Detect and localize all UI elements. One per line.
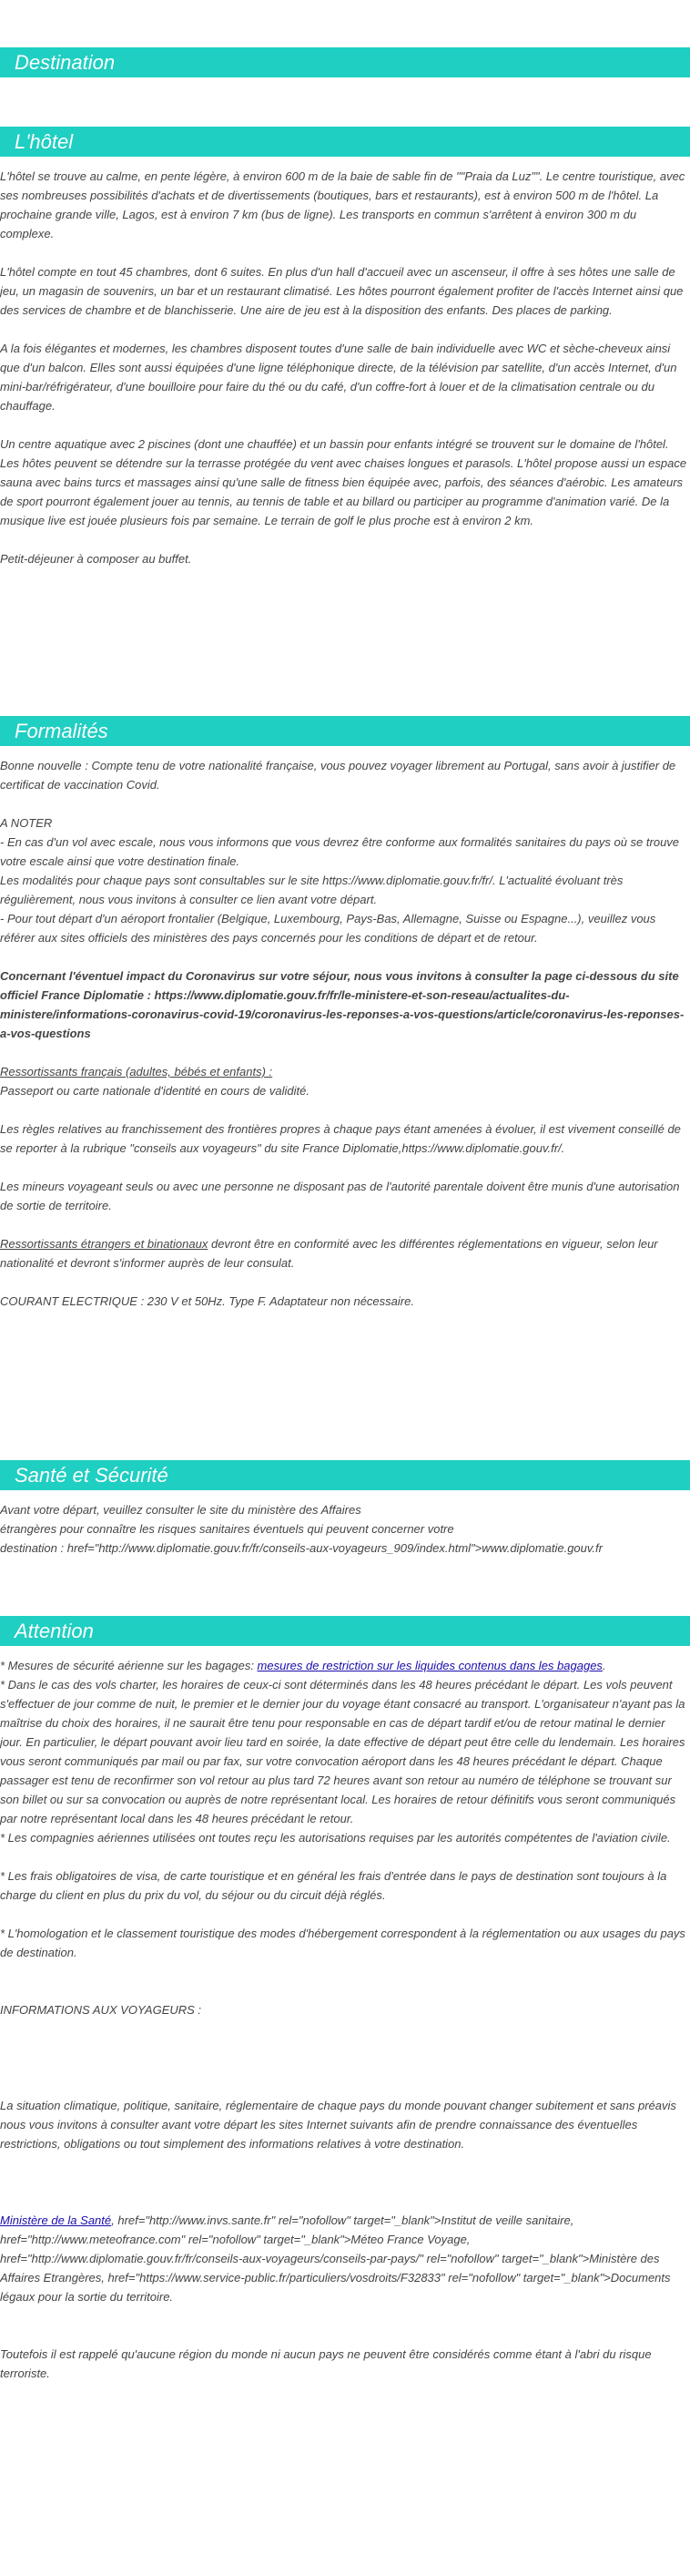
hotel-leisure-paragraph: Un centre aquatique avec 2 piscines (dont une chauffée) et un bassin pour enfants intégré se trouvent sur le domaine de l'hôtel. Les hôtes peuvent se détendre sur la terrasse protégée du vent avec chaises longues et parasols. L'hôtel propose aussi un espace sauna avec bains turcs et massages ainsi qu'une salle de fitness bien équipée avec, parfois, des séances d'aérobic. Les amateurs de sport pourront également jouer au tennis, au tennis de table et au billard ou participer au programme d'animation varié. De la musique live est jouée plusieurs fois par semaine. Le terrain de golf le plus proche est à environ 2 km. bbox=[0, 437, 687, 527]
minors-paragraph: Les mineurs voyageant seuls ou avec une personne ne disposant pas de l'autorité parentale doivent être munis d'une autorisation de sortie de territoire. bbox=[0, 1180, 680, 1212]
attention-section bbox=[0, 1656, 690, 2383]
sante-heading: Santé et Sécurité bbox=[0, 1460, 690, 1490]
climate-line-1: La situation climatique, politique, sanitaire, réglementaire de chaque pays du monde pouvant changer subitement et sans préavis bbox=[0, 2099, 676, 2112]
foreign-nationals-text: devront être en conformité avec les différentes réglementations en vigueur, selon leur nationalité et devront s'informer auprès de leur consulat. bbox=[0, 1237, 658, 1270]
hotel-heading: L'hôtel bbox=[0, 127, 690, 157]
formalites-section bbox=[0, 756, 690, 1311]
note-title: A NOTER bbox=[0, 816, 53, 830]
terrorism-risk-paragraph: Toutefois il est rappelé qu'aucune région du monde ni aucun pays ne peuvent être considérés comme étant à l'abri du risque terroriste. bbox=[0, 2347, 652, 2380]
airlines-paragraph: * Les compagnies aériennes utilisées ont toutes reçu les autorisations requises par les autorités compétentes de l'aviation civile. bbox=[0, 1831, 671, 1845]
covid-news-paragraph: Bonne nouvelle : Compte tenu de votre nationalité française, vous pouvez voyager librement au Portugal, sans avoir à justifier de certificat de vaccination Covid. bbox=[0, 759, 676, 792]
liquids-restriction-link[interactable]: mesures de restriction sur les liquides contenus dans les bagages bbox=[257, 1659, 603, 1672]
homologation-paragraph: * L'homologation et le classement touristique des modes d'hébergement correspondent à la réglementation ou aux usages du pays de destination. bbox=[0, 1927, 685, 1959]
foreign-nationals-title: Ressortissants étrangers et binationaux bbox=[0, 1237, 208, 1251]
sante-line-2: étrangères pour connaître les risques sanitaires éventuels qui peuvent concerner votre bbox=[0, 1522, 454, 1536]
hotel-location-paragraph: L'hôtel se trouve au calme, en pente légère, à environ 600 m de la baie de sable fin de ""Praia da Luz"". Le centre touristique, avec ses nombreuses possibilités d'achats et de divertissements (boutiques, bars et restaurants), est à environ 500 m de l'hôtel. La prochaine grande ville, Lagos, est à environ 7 km (bus de ligne). Les transports en commun s'arrêtent à environ 300 m du complexe. bbox=[0, 169, 685, 240]
formalites-heading: Formalités bbox=[0, 716, 690, 746]
hotel-facilities-paragraph: L'hôtel compte en tout 45 chambres, dont 6 suites. En plus d'un hall d'accueil avec un ascenseur, il offre à ses hôtes une salle de jeu, un magasin de souvenirs, un bar et un restaurant climatisé. Les hôtes pourront également profiter de l'accès Internet ainsi que des services de chambre et de blanchisserie. Une aire de jeu est à la disposition des enfants. Des places de parking. bbox=[0, 265, 684, 317]
hotel-breakfast-paragraph: Petit-déjeuner à composer au buffet. bbox=[0, 552, 192, 566]
hotel-rooms-paragraph: A la fois élégantes et modernes, les chambres disposent toutes d'une salle de bain individuelle avec WC et sèche-cheveux ainsi que d'un balcon. Elles sont aussi équipées d'une ligne téléphonique directe, de la télévision par satellite, d'un accès Internet, d'un mini-bar/réfrigérateur, d'une bouilloire pour faire du thé ou du café, d'un coffre-fort à louer et de la climatisation centrale ou du chauffage. bbox=[0, 342, 677, 413]
hotel-section bbox=[0, 167, 690, 568]
note-border-airport: - Pour tout départ d'un aéroport frontalier (Belgique, Luxembourg, Pays-Bas, Allemagne, Suisse ou Espagne...), veuillez vous référer aux sites officiels des ministères des pays concernés pour les conditions de départ et de retour. bbox=[0, 912, 656, 945]
electric-current-info: COURANT ELECTRIQUE : 230 V et 50Hz. Type F. Adaptateur non nécessaire. bbox=[0, 1294, 414, 1308]
foreign-nationals-paragraph bbox=[0, 1234, 688, 1273]
french-nationals-title: Ressortissants français (adultes, bébés et enfants) : bbox=[0, 1065, 273, 1078]
climate-line-2: nous vous invitons à consulter avant votre départ les sites Internet suivants afin de prendre connaissance des éventuelles restrictions, obligations ou tout simplement des informations relatives à votre destination. bbox=[0, 2118, 638, 2151]
security-measures-suffix: . bbox=[602, 1659, 606, 1672]
attention-heading: Attention bbox=[0, 1616, 690, 1646]
traveler-info-title: INFORMATIONS AUX VOYAGEURS : bbox=[0, 2003, 202, 2017]
sante-section bbox=[0, 1500, 690, 1558]
sante-line-3: destination : href="http://www.diplomatie.gouv.fr/fr/conseils-aux-voyageurs_909/index.html">www.diplomatie.gouv.fr bbox=[0, 1541, 603, 1555]
useful-links-text: , href="http://www.invs.sante.fr" rel="nofollow" target="_blank">Institut de veille sanitaire, href="http://www.meteofrance.com" rel="nofollow" target="_blank">Méteo France Voyage, href="http://www.diplomatie.gouv.fr/fr/conseils-aux-voyageurs/conseils-par-pays/" rel="nofollow" target="_blank">Ministère des Affaires Etrangères, href="https://www.service-public.fr/particuliers/vosdroits/F32833" rel="nofollow" target="_blank">Documents légaux pour la sortie du territoire. bbox=[0, 2213, 671, 2304]
sante-line-1: Avant votre départ, veuillez consulter le site du ministère des Affaires bbox=[0, 1503, 361, 1517]
coronavirus-impact-notice: Concernant l'éventuel impact du Coronavirus sur votre séjour, nous vous invitons à consulter la page ci-dessous du site officiel France Diplomatie : https://www.diplomatie.gouv.fr/fr/le-ministere-et-son-reseau/actualites-du-ministere/informations-coronavirus-covid-19/coronavirus-les-reponses-a-vos-questions/article/coronavirus-les-reponses-a-vos-questions bbox=[0, 969, 685, 1040]
security-measures-prefix: * Mesures de sécurité aérienne sur les bagages: bbox=[0, 1659, 258, 1672]
health-ministry-link[interactable]: Ministère de la Santé bbox=[0, 2213, 112, 2227]
french-nationals-text: Passeport ou carte nationale d'identité en cours de validité. bbox=[0, 1084, 309, 1098]
charter-flights-paragraph: * Dans le cas des vols charter, les horaires de ceux-ci sont déterminés dans les 48 heures précédant le départ. Les vols peuvent s'effectuer de jour comme de nuit, le premier et le dernier jour du voyage étant consacré au transport. L'organisateur n'ayant pas la maîtrise du choix des horaires, il ne saurait être tenu pour responsable en cas de départ tardif et/ou de retour matinal le dernier jour. En particulier, le départ pouvant avoir lieu tard en soirée, la date effective de départ peut être celle du lendemain. Les horaires vous seront communiqués par mail ou par fax, sur votre convocation aéroport dans les 48 heures précédant le départ. Chaque passager est tenu de reconfirmer son vol retour au plus tard 72 heures avant son retour au numéro de téléphone se trouvant sur son billet ou sur sa convocation ou auprès de notre représentant local. Les horaires de retour définitifs vous seront communiqués par notre représentant local dans les 48 heures précédant le retour. bbox=[0, 1678, 685, 1825]
visa-fees-paragraph: * Les frais obligatoires de visa, de carte touristique et en général les frais d'entrée dans le pays de destination sont toujours à la charge du client en plus du prix du vol, du séjour ou du circuit déjà réglés. bbox=[0, 1869, 667, 1902]
note-stopover: - En cas d'un vol avec escale, nous vous informons que vous devrez être conforme aux formalités sanitaires du pays où se trouve votre escale ainsi que votre destination finale. bbox=[0, 835, 680, 868]
border-rules-paragraph: Les règles relatives au franchissement des frontières propres à chaque pays étant amenées à évoluer, il est vivement conseillé de se reporter à la rubrique "conseils aux voyageurs" du site France Diplomatie,https://www.diplomatie.gouv.fr/. bbox=[0, 1122, 681, 1155]
security-measures-paragraph bbox=[0, 1656, 688, 1675]
useful-links-paragraph bbox=[0, 2211, 688, 2306]
note-modalities: Les modalités pour chaque pays sont consultables sur le site https://www.diplomatie.gouv.fr/fr/. L'actualité évoluant très régulièrement, nous vous invitons à consulter ce lien avant votre départ. bbox=[0, 874, 624, 906]
destination-heading: Destination bbox=[0, 47, 690, 77]
